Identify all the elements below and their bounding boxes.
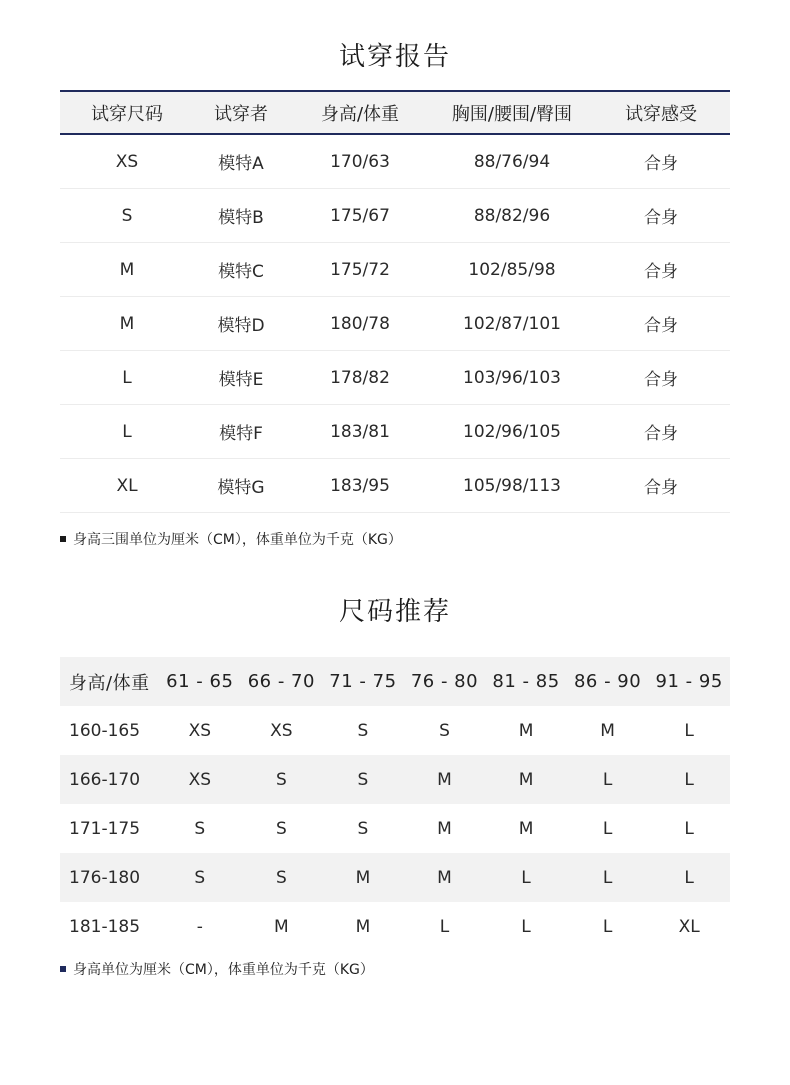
cell-size: S	[439, 720, 450, 741]
cell-size: S	[194, 818, 206, 839]
cell-size: M	[518, 769, 534, 790]
cell-model: 模特E	[218, 370, 264, 390]
table-row	[60, 755, 730, 804]
cell-size: M	[437, 769, 452, 790]
cell-size: L	[684, 769, 694, 790]
cell-height-weight: 178/82	[330, 367, 390, 388]
cell-size: S	[121, 205, 133, 226]
cell-size: XL	[116, 475, 138, 496]
cell-height: 171-175	[69, 818, 141, 839]
cell-size: L	[439, 916, 450, 937]
header-weight-range: 86 - 90	[573, 671, 642, 692]
cell-size: L	[602, 769, 613, 790]
cell-measurements: 105/98/113	[463, 475, 561, 496]
cell-height: 160-165	[69, 720, 141, 741]
header-height-weight: 身高/体重	[69, 672, 150, 694]
cell-size: M	[274, 916, 289, 937]
cell-size: S	[357, 818, 369, 839]
fit-report-header-row	[60, 90, 730, 135]
cell-height-weight: 183/95	[330, 475, 390, 496]
size-recommendation-table	[60, 657, 730, 951]
cell-model: 模特B	[218, 208, 264, 228]
cell-size: S	[357, 720, 369, 741]
cell-height-weight: 180/78	[330, 313, 390, 334]
table-row	[60, 405, 730, 459]
cell-measurements: 88/82/96	[473, 205, 551, 226]
table-row	[60, 853, 730, 902]
cell-feel: 合身	[644, 424, 678, 444]
cell-size: L	[684, 818, 694, 839]
cell-feel: 合身	[644, 208, 678, 228]
cell-size: S	[357, 769, 369, 790]
cell-size: L	[602, 916, 613, 937]
header-weight-range: 91 - 95	[655, 671, 723, 692]
fit-report-table	[60, 90, 730, 513]
header-size: 试穿尺码	[91, 103, 163, 125]
fit-report-title: 试穿报告	[338, 42, 451, 72]
cell-size: L	[122, 421, 132, 442]
cell-height-weight: 170/63	[330, 151, 390, 172]
cell-size: L	[602, 818, 613, 839]
header-weight-range: 71 - 75	[329, 671, 397, 692]
cell-size: L	[521, 916, 531, 937]
cell-size: XS	[188, 720, 211, 741]
cell-feel: 合身	[644, 370, 678, 390]
cell-model: 模特A	[218, 154, 264, 174]
cell-height: 181-185	[69, 916, 141, 937]
cell-size: S	[275, 867, 287, 888]
cell-size: M	[119, 259, 135, 280]
bullet-square-icon	[60, 966, 66, 972]
header-model: 试穿者	[214, 103, 268, 125]
cell-height-weight: 183/81	[330, 421, 390, 442]
cell-size: M	[600, 720, 615, 741]
table-row	[60, 459, 730, 513]
header-weight-range: 76 - 80	[410, 671, 479, 692]
cell-feel: 合身	[644, 262, 678, 282]
cell-size: M	[355, 916, 371, 937]
size-recommendation-note	[60, 959, 374, 979]
header-weight-range: 66 - 70	[247, 671, 315, 692]
cell-size: M	[437, 818, 452, 839]
cell-height-weight: 175/67	[330, 205, 390, 226]
table-row	[60, 297, 730, 351]
cell-measurements: 102/96/105	[463, 421, 561, 442]
cell-size: S	[275, 769, 287, 790]
cell-feel: 合身	[644, 478, 678, 498]
table-row	[60, 351, 730, 405]
bullet-square-icon	[60, 536, 66, 542]
table-row	[60, 135, 730, 189]
cell-height-weight: 175/72	[330, 259, 390, 280]
size-recommendation-header-row	[60, 657, 730, 706]
table-row	[60, 189, 730, 243]
cell-size: M	[518, 720, 534, 741]
cell-size: M	[119, 313, 135, 334]
cell-size: S	[194, 867, 206, 888]
cell-measurements: 103/96/103	[463, 367, 561, 388]
cell-size: S	[275, 818, 287, 839]
cell-size: L	[602, 867, 613, 888]
cell-measurements: 102/85/98	[468, 259, 556, 280]
cell-height: 176-180	[69, 867, 141, 888]
cell-height: 166-170	[69, 769, 141, 790]
cell-size: XS	[188, 769, 211, 790]
table-row	[60, 243, 730, 297]
fit-report-note-text: 身高三围单位为厘米（CM），体重单位为千克（KG）	[73, 532, 402, 548]
table-row	[60, 804, 730, 853]
cell-size: M	[437, 867, 452, 888]
header-weight-range: 81 - 85	[492, 671, 560, 692]
size-recommendation-title: 尺码推荐	[338, 597, 451, 627]
cell-size: L	[521, 867, 531, 888]
table-row	[60, 902, 730, 951]
size-recommendation-note-text: 身高单位为厘米（CM），体重单位为千克（KG）	[73, 962, 374, 978]
cell-model: 模特D	[217, 316, 265, 336]
cell-model: 模特G	[217, 478, 265, 498]
cell-measurements: 88/76/94	[473, 151, 551, 172]
cell-size: L	[684, 720, 694, 741]
header-weight-range: 61 - 65	[166, 671, 234, 692]
cell-model: 模特F	[219, 424, 263, 444]
cell-measurements: 102/87/101	[463, 313, 561, 334]
header-height-weight: 身高/体重	[320, 103, 400, 125]
cell-size: L	[684, 867, 694, 888]
cell-size: XS	[115, 151, 139, 172]
cell-size: XL	[678, 916, 700, 937]
fit-report-note	[60, 529, 402, 549]
cell-feel: 合身	[644, 316, 678, 336]
cell-size: M	[518, 818, 534, 839]
cell-size: XS	[270, 720, 293, 741]
cell-model: 模特C	[218, 262, 264, 282]
table-row	[60, 706, 730, 755]
cell-size: -	[196, 916, 203, 937]
cell-feel: 合身	[644, 154, 678, 174]
cell-size: M	[355, 867, 371, 888]
cell-size: L	[122, 367, 132, 388]
header-feel: 试穿感受	[625, 103, 697, 125]
header-measurements: 胸围/腰围/臀围	[451, 103, 573, 125]
